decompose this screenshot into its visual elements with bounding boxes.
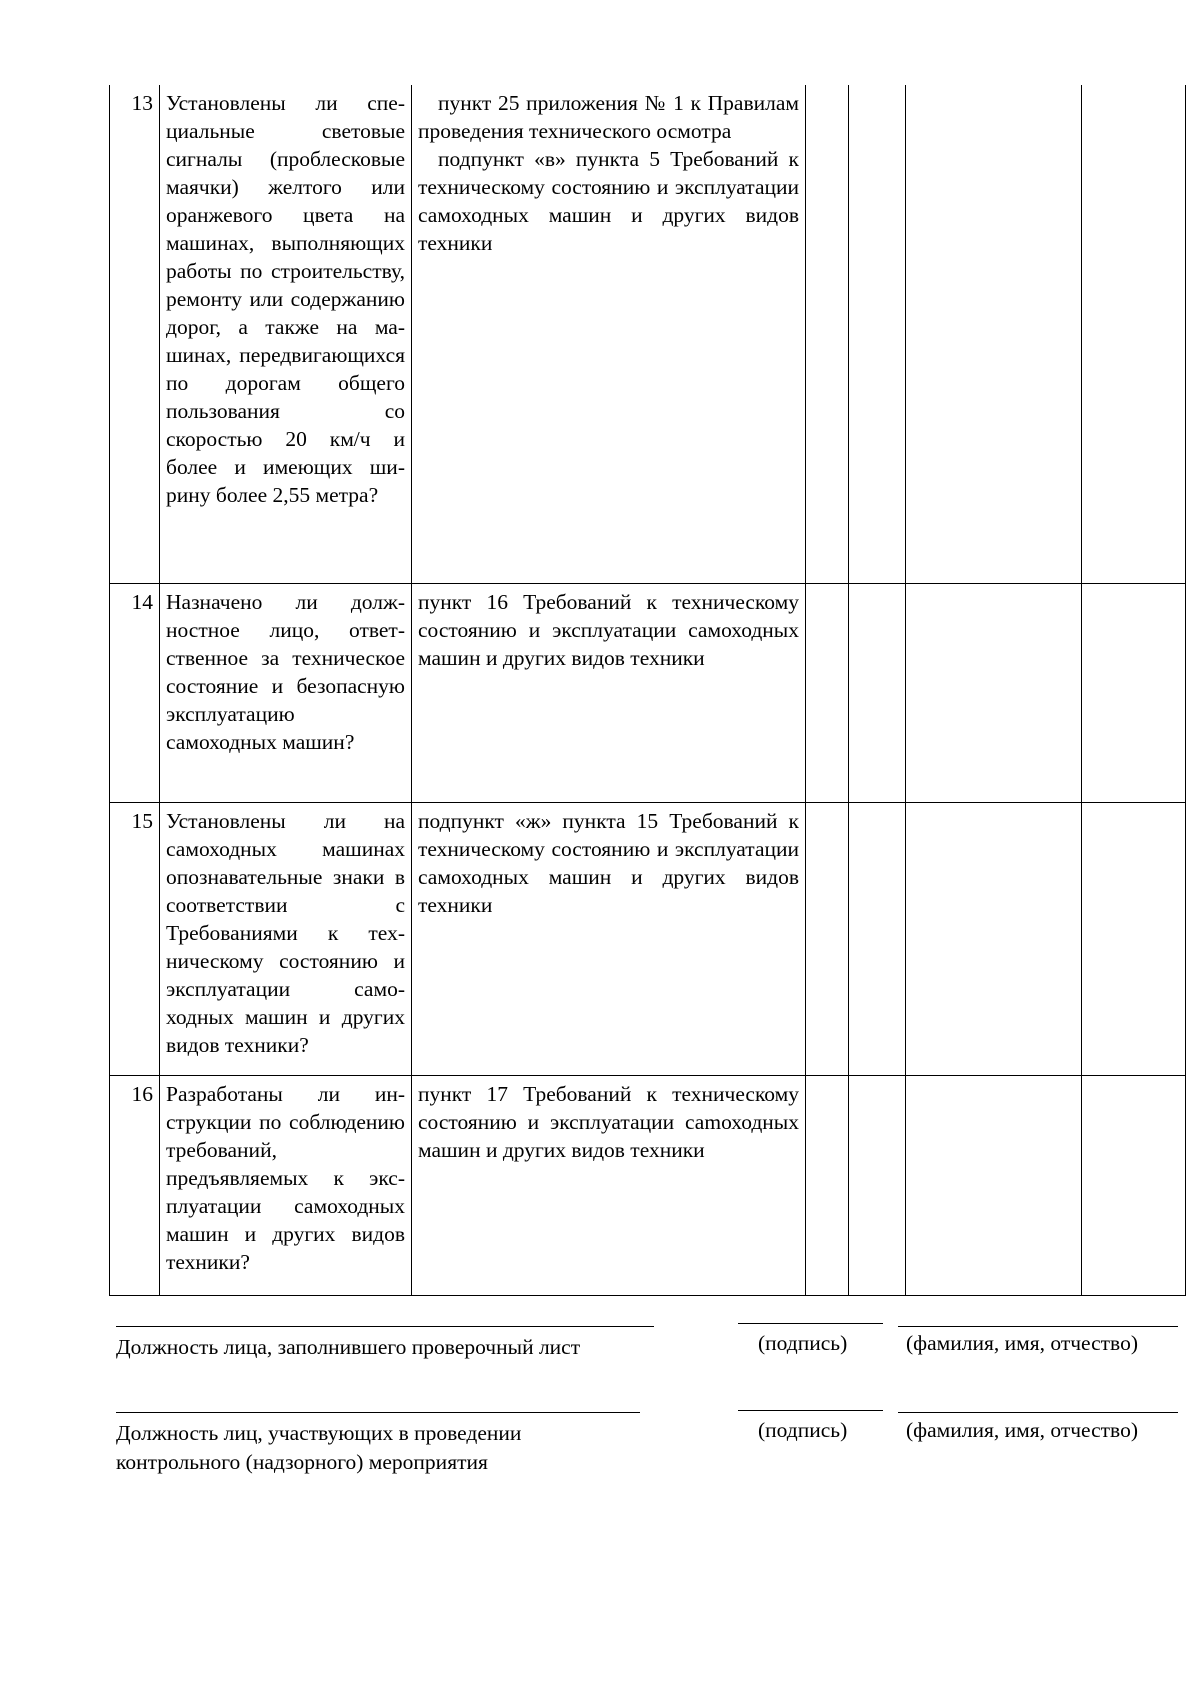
table-row (110, 584, 1186, 803)
legal-reference-item: подпункт «ж» пункта 15 Требований к техническому состоянию и эксплуатации самоходных машин и других видов техники (418, 809, 799, 917)
position-label: Должность лица, заполнившего проверочный лист (116, 1335, 581, 1359)
signature-label: (подпись) (758, 1418, 848, 1442)
requirement-question: Назначено ли должностное лицо, ответственное за техническое состояние и безопасную эксплуатацию самоходных машин? (160, 584, 412, 803)
answer-na-cell[interactable] (906, 85, 1082, 584)
full-name-label: (фамилия, имя, отчество) (906, 1331, 1138, 1355)
signature-label: (подпись) (758, 1331, 848, 1355)
position-label: Должность лиц, участвующих в проведении (116, 1421, 522, 1445)
table-row (110, 85, 1186, 584)
notes-cell[interactable] (1082, 85, 1186, 584)
full-name-label: (фамилия, имя, отчество) (906, 1418, 1138, 1442)
position-signature-line[interactable] (116, 1412, 640, 1413)
answer-no-cell[interactable] (849, 584, 906, 803)
answer-no-cell[interactable] (849, 803, 906, 1076)
requirement-question: Установлены ли специальные световые сигналы (проблесковые маячки) желтого или оранжевого цвета на машинах, выполняющих работы по строительству, ремонту или содержанию дорог, а также на машинах, передвигающихся по дорогам общего пользования со скоростью 20 км/ч и более и имеющих ширину более 2,55 метра? (160, 85, 412, 584)
full-name-line[interactable] (898, 1412, 1178, 1413)
full-name-line[interactable] (898, 1326, 1178, 1327)
legal-reference (412, 1076, 806, 1296)
legal-reference (412, 85, 806, 584)
legal-reference-item: пункт 16 Требований к техническому состоянию и эксплуатации самоходных машин и других видов техники (418, 590, 799, 670)
legal-reference (412, 803, 806, 1076)
legal-reference-item: подпункт «в» пункта 5 Требований к техническому состоянию и эксплуатации самоходных машин и других видов техники (418, 147, 799, 255)
signature-line[interactable] (738, 1410, 883, 1411)
legal-reference (412, 584, 806, 803)
legal-reference-item: пункт 17 Требований к техническому состоянию и эксплуатации саmоходных машин и других видов техники (418, 1082, 799, 1162)
notes-cell[interactable] (1082, 803, 1186, 1076)
answer-yes-cell[interactable] (806, 1076, 849, 1296)
position-label: контрольного (надзорного) мероприятия (116, 1450, 488, 1474)
notes-cell[interactable] (1082, 1076, 1186, 1296)
answer-no-cell[interactable] (849, 85, 906, 584)
row-number: 13 (110, 85, 160, 584)
requirement-question: Разработаны ли инструкции по соблюдению требований, предъявляемых к эксплуатации самоходных машин и других видов техники? (160, 1076, 412, 1296)
answer-na-cell[interactable] (906, 584, 1082, 803)
row-number: 14 (110, 584, 160, 803)
answer-yes-cell[interactable] (806, 803, 849, 1076)
answer-na-cell[interactable] (906, 803, 1082, 1076)
position-signature-line[interactable] (116, 1326, 654, 1327)
checklist-table (109, 85, 1186, 1296)
answer-no-cell[interactable] (849, 1076, 906, 1296)
answer-na-cell[interactable] (906, 1076, 1082, 1296)
notes-cell[interactable] (1082, 584, 1186, 803)
row-number: 16 (110, 1076, 160, 1296)
answer-yes-cell[interactable] (806, 85, 849, 584)
row-number: 15 (110, 803, 160, 1076)
signature-line[interactable] (738, 1323, 883, 1324)
answer-yes-cell[interactable] (806, 584, 849, 803)
requirement-question: Установлены ли на самоходных машинах опознавательные знаки в соответствии с Требованиями к техническому состоянию и эксплуатации самоходных машин и других видов техники? (160, 803, 412, 1076)
table-row (110, 803, 1186, 1076)
legal-reference-item: пункт 25 приложения № 1 к Правилам проведения технического осмотра (418, 91, 799, 143)
table-row (110, 1076, 1186, 1296)
